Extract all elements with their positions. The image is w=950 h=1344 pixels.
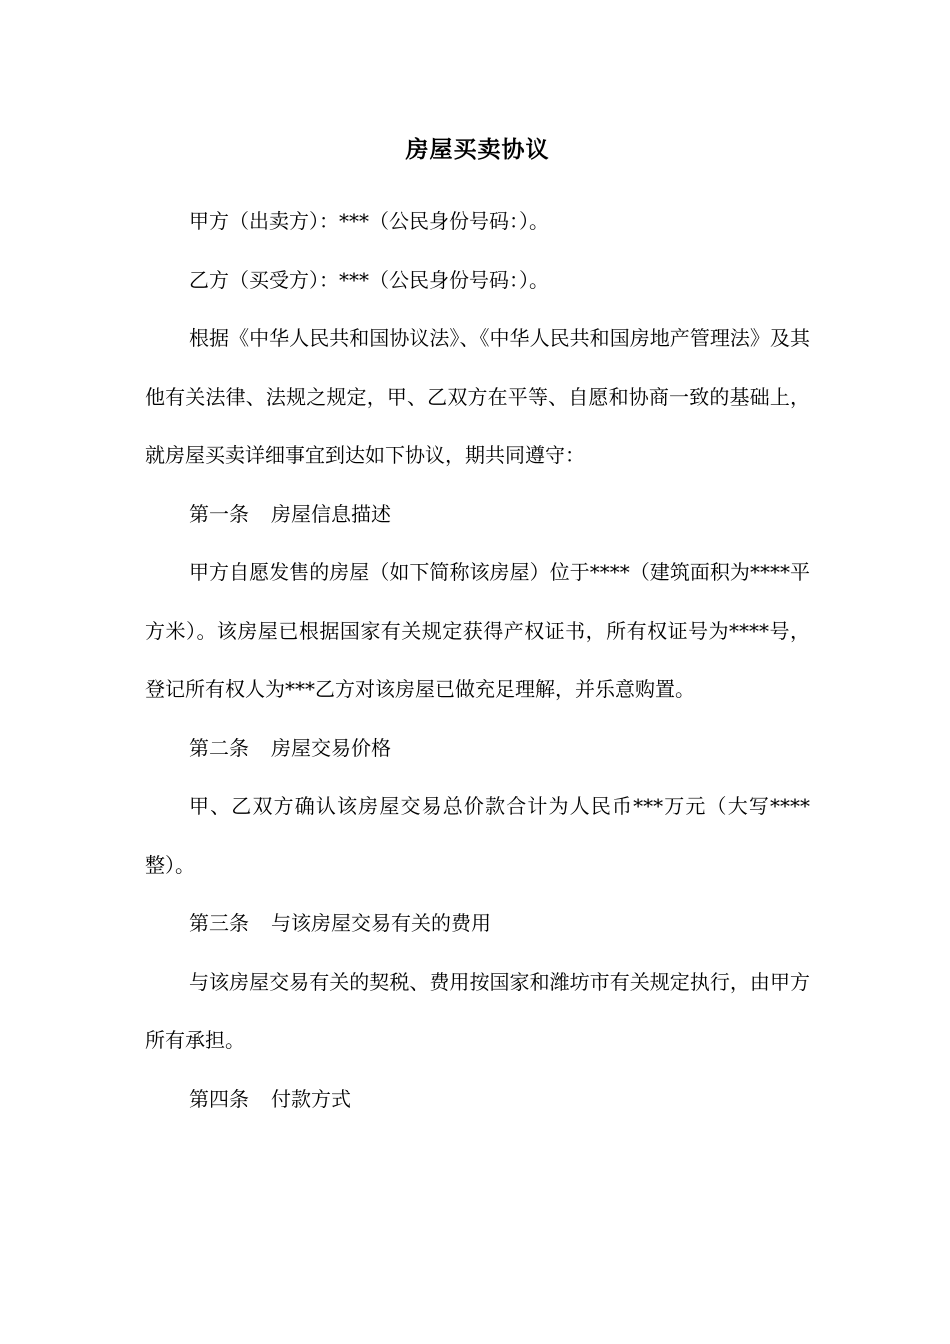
- document-title: 房屋买卖协议: [405, 136, 550, 163]
- document-page: [145, 128, 810, 1128]
- article-4-title: 付款方式: [271, 1086, 351, 1111]
- article-1-body: 甲方自愿发售的房屋（如下简称该房屋）位于****（建筑面积为****平方米）。该房屋已根据国家有关规定获得产权证书，所有权证号为****号，登记所有权人为***乙方对该房屋已做充足理解，并乐意购置。: [145, 560, 810, 701]
- party-b-line: 乙方（买受方）：***（公民身份号码：）。: [189, 267, 549, 292]
- article-1-heading: [145, 485, 810, 544]
- article-4-number: 第四条: [189, 1086, 249, 1111]
- article-2-body: 甲、乙双方确认该房屋交易总价款合计为人民币***万元（大写****整）。: [145, 794, 810, 877]
- article-2-number: 第二条: [189, 735, 249, 760]
- article-3-heading: [145, 894, 810, 953]
- article-3-number: 第三条: [189, 911, 249, 935]
- article-1-title: 房屋信息描述: [271, 501, 391, 526]
- article-4-heading: [145, 1070, 810, 1129]
- article-3-body: 与该房屋交易有关的契税、费用按国家和潍坊市有关规定执行，由甲方所有承担。: [145, 969, 810, 1052]
- article-2-heading: [145, 719, 810, 778]
- article-3-title: 与该房屋交易有关的费用: [271, 911, 491, 935]
- preamble-paragraph: 根据《中华人民共和国协议法》、《中华人民共和国房地产管理法》及其他有关法律、法规之规定，甲、乙双方在平等、自愿和协商一致的基础上，就房屋买卖详细事宜到达如下协议，期共同遵守：: [145, 326, 810, 467]
- party-a-line: 甲方（出卖方）：***（公民身份号码：）。: [189, 209, 549, 233]
- article-2-title: 房屋交易价格: [271, 735, 391, 760]
- article-1-number: 第一条: [189, 501, 249, 526]
